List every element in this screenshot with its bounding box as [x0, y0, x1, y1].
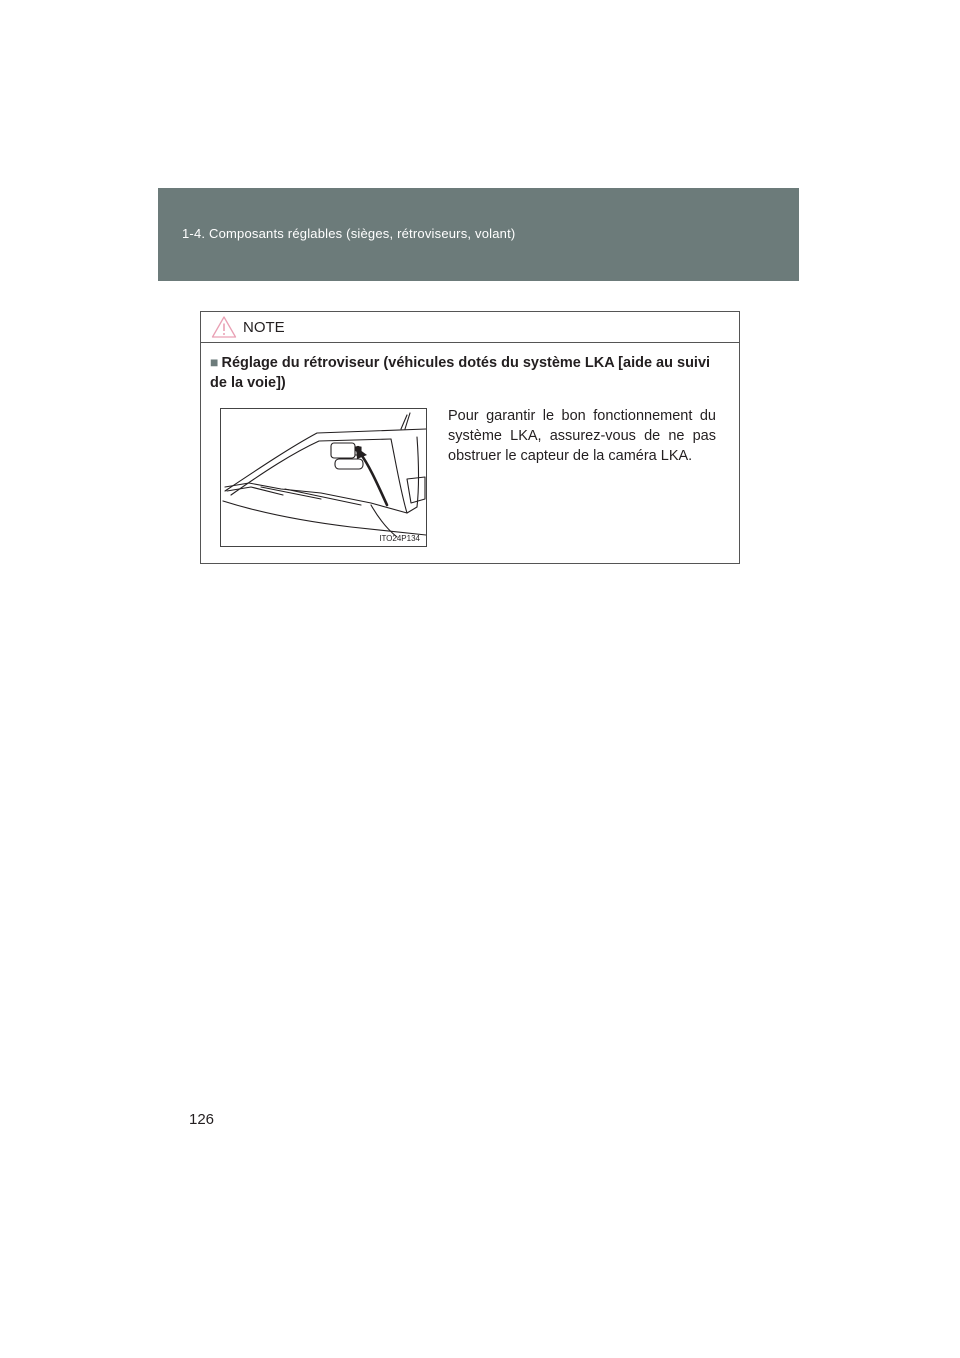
section-title: 1-4. Composants réglables (sièges, rétroviseurs, volant): [182, 226, 516, 241]
note-header: [201, 312, 739, 343]
note-title: NOTE: [243, 319, 285, 336]
header-band: [158, 188, 799, 281]
note-body-text: Pour garantir le bon fonctionnement du système LKA, assurez-vous de ne pas obstruer le capteur de la caméra LKA.: [448, 408, 716, 464]
warning-triangle-icon: [211, 315, 237, 339]
figure-code: ITO24P134: [379, 534, 420, 543]
windshield-camera-illustration: [220, 408, 427, 547]
page-number: 126: [189, 1111, 215, 1128]
note-box: [200, 311, 740, 564]
section-heading: [210, 352, 730, 393]
section-heading-text: Réglage du rétroviseur (véhicules dotés du système LKA [aide au suivi de la voie]): [210, 355, 711, 391]
section-bullet: ■: [210, 354, 219, 370]
